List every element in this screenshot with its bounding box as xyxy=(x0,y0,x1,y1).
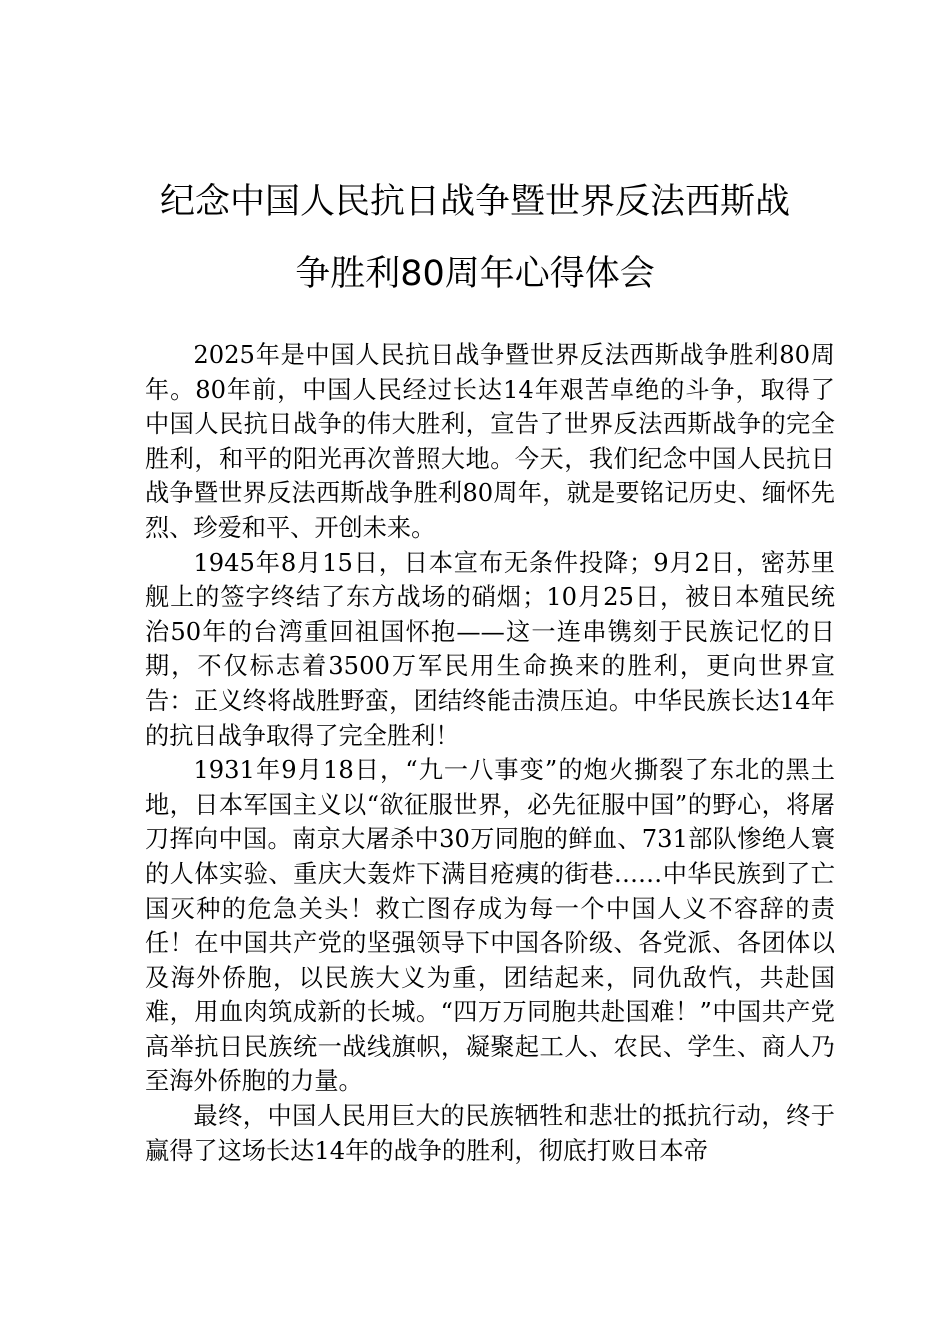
paragraph-3: 1931年9月18日，“九一八事变”的炮火撕裂了东北的黑土地，日本军国主义以“欲征服世界，必先征服中国”的野心，将屠刀挥向中国。南京大屠杀中30万同胞的鲜血、731部队惨绝人寰的人体实验、重庆大轰炸下满目疮痍的街巷……中华民族到了亡国灭种的危急关头！救亡图存成为每一个中国人义不容辞的责任！在中国共产党的坚强领导下中国各阶级、各党派、各团体以及海外侨胞，以民族大义为重，团结起来，同仇敌忾，共赴国难，用血肉筑成新的长城。“四万万同胞共赴国难！”中国共产党高举抗日民族统一战线旗帜，凝聚起工人、农民、学生、商人乃至海外侨胞的力量。 xyxy=(145,756,835,1096)
paragraph-4: 最终，中国人民用巨大的民族牺牲和悲壮的抵抗行动，终于赢得了这场长达14年的战争的胜利，彻底打败日本帝 xyxy=(145,1102,835,1165)
paragraph-1: 2025年是中国人民抗日战争暨世界反法西斯战争胜利80周年。80年前，中国人民经过长达14年艰苦卓绝的斗争，取得了中国人民抗日战争的伟大胜利，宣告了世界反法西斯战争的完全胜利，和平的阳光再次普照大地。今天，我们纪念中国人民抗日战争暨世界反法西斯战争胜利80周年，就是要铭记历史、缅怀先烈、珍爱和平、开创未来。 xyxy=(145,341,835,542)
document-body xyxy=(145,338,835,1168)
document-title xyxy=(120,166,830,310)
title-line-2: 争胜利80周年心得体会 xyxy=(295,254,655,294)
title-line-1: 纪念中国人民抗日战争暨世界反法西斯战 xyxy=(159,182,790,222)
paragraph-2: 1945年8月15日，日本宣布无条件投降；9月2日，密苏里舰上的签字终结了东方战场的硝烟；10月25日，被日本殖民统治50年的台湾重回祖国怀抱——这一连串镌刻于民族记忆的日期，不仅标志着3500万军民用生命换来的胜利，更向世界宣告：正义终将战胜野蛮，团结终能击溃压迫。中华民族长达14年的抗日战争取得了完全胜利！ xyxy=(145,548,835,750)
